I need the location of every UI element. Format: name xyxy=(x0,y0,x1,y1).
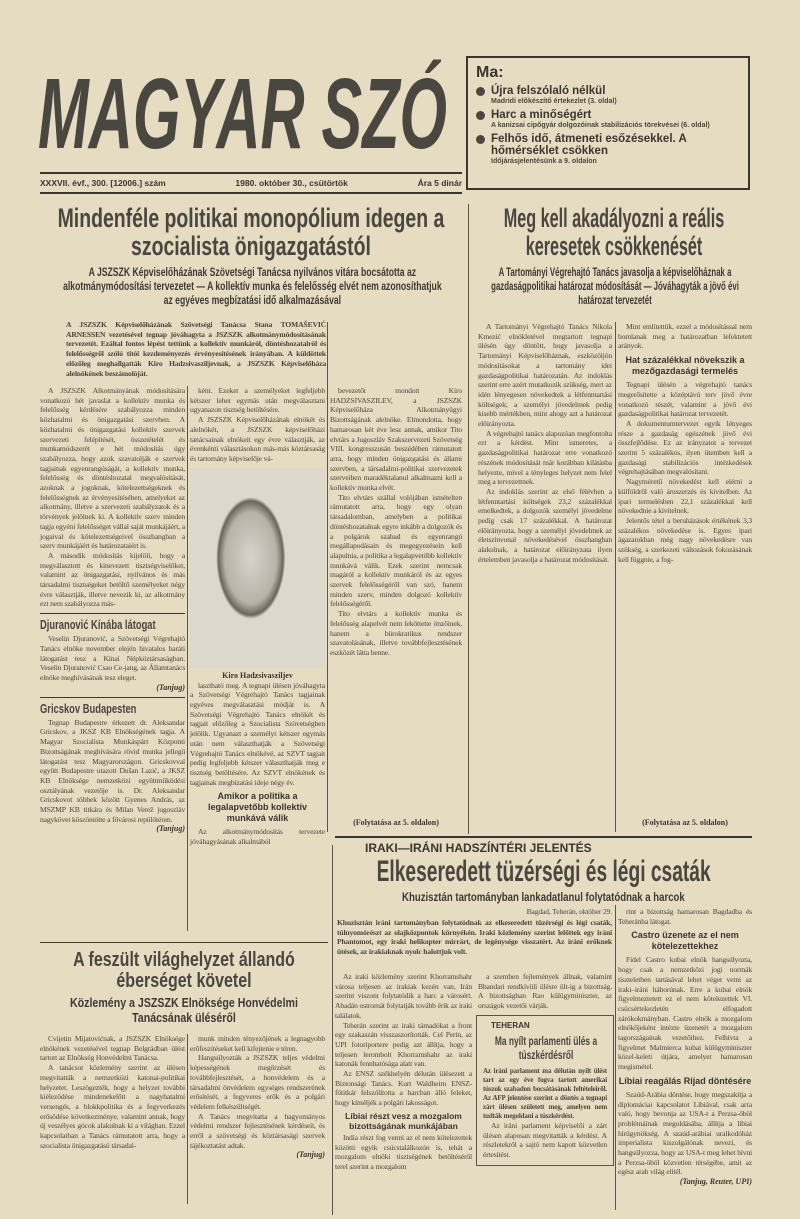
today-item xyxy=(476,109,740,130)
lead-column-1 xyxy=(40,386,185,834)
hat-title: Hat százalékkal növekszik a mezőgazdasági termelés xyxy=(625,355,745,377)
paragraph: A dokumentumtervezet egyik lényeges része a gazdaság egészének jövő évi összfejlődése. Ez az irányzatot a tervezet szerint 5 százalékos, ilyen ütemben kell a gazdasági stabilizációs intézkedések végrehajtásában megvalósítani. xyxy=(618,418,752,477)
paragraph: a szemben fejlemények állnak, valamint Bhandari rendkívüli ülésre ült-ig a bizottság. A bizottságban Rao külügyminiszter, az országok vezetői várják. xyxy=(478,972,612,1011)
column-rule xyxy=(187,386,188,931)
paragraph: Fidel Castro kubai elnök hangsúlyozta, hogy csak a nemzetközi jogi normák tiszteletben tartásával lehet véget vetni az iraki–iráni háborúnak. Erre a kubai elnök figyelmeztetett ez el nem kötelezettek VI. csúcsértekezletén elfogadott zárókokmányban. Castro elnök a mozgalom elnökőjeként intézte üzenetét a mozgalom tagországainak vezetőihez. Felhívta a figyelmet Malmierca kubai külügyminiszter közel-keleti útjára, amelyet hamarosan megismétel. xyxy=(618,955,752,1072)
issue-number: XXXVII. évf., 300. [12006.] szám xyxy=(40,178,166,188)
paragraph: rint a bizottság hamarosan Bagdadba és Teheránba látogat. xyxy=(618,907,752,926)
iraq-column-1b xyxy=(335,1133,472,1172)
divider xyxy=(40,942,328,943)
paragraph: Jelentős tétel a beruházások értékének 3,3 százalékos növekedése is. Egyes ipari ágazatokban még nagy növekedésre van szükség, a szerkezeti változások fokozásának kell függnie, a fog- xyxy=(618,515,752,564)
paragraph: Az indoklás szerint az első félévben a létfenntartási költségek 23,2 százalékkal emelkedtek, a dolgozók személyi jövedelme pedig csak 17 százalékkal. A határozat előirányozta, hogy a személyi jövedelmek az életszínvonal növekedésével összhangban alakulnak, a határozat előirányzata ilyen értelemben javasolja a határozat módosítását. xyxy=(478,486,612,564)
lead-headline: Mindenféle politikai monopólium idegen a szocialista önigazgatástól xyxy=(57,203,445,261)
paragraph: A végrehajtó tanács alapozóan megfontolta ezt a kérdést. Mint ismeretes, a gazdaságpolitikai határozat erre vonatkozó részének módosítását már korábban kilátásba helyezte, mivel a tényleges helyzet nem felel meg a tervezettnek. xyxy=(478,428,612,487)
bullet-icon xyxy=(476,111,485,120)
gricskov-text xyxy=(40,718,185,825)
lead-column-3 xyxy=(330,386,462,658)
paragraph: Veselin Djuranović, a Szövetségi Végrehajtó Tanács elnöke november elején hivatalos baráti látogatást tesz a Kínai Népköztársaságban. Veselin Djuranović Csao Ce-jang, az Államtanács elnöke meghívásának tesz eleget. xyxy=(40,634,185,682)
lead-column-2-text xyxy=(190,386,325,464)
paragraph: Cvijetin Mijatovićnak, a JSZSZK Elnöksége elnökének vezetésével tegnap Belgrádban ülést tartott az Elnökség Honvédelmi Tanácsa. xyxy=(40,1034,185,1063)
today-item-sub: Időjárásjelentésünk a 9. oldalon xyxy=(491,158,597,165)
divider xyxy=(40,192,462,194)
paragraph: Mint említettük, ezzel a módosítással nem bomlanak meg a határozatban lefektetett arányok. xyxy=(618,322,752,351)
column-rule xyxy=(327,322,328,832)
today-title: Ma: xyxy=(476,64,504,81)
iraq-column-3 xyxy=(618,907,752,1187)
paragraph: A Tanács megvitatta a hagyományos védelmi rendszer fejlesztésének kérdéseit, és erről a szövetségi és köztársasági szervek tájékoztatást adtak. xyxy=(190,1111,325,1150)
column-rule xyxy=(615,322,616,832)
defense-column-2 xyxy=(190,1034,325,1160)
issue-line xyxy=(40,178,462,188)
teheran-text xyxy=(483,1121,607,1160)
paragraph: Az iráni parlament képviselői a zárt ülésen alaposan megvitatták a kérdést. A részletekről a sajtó nem kapott közvetlen értesítést. xyxy=(483,1120,607,1159)
paragraph: Tegnapi ülésén a végrehajtó tanács megerősítette a középtávú terv jövő évre vonatkozó részét, valamint a jövő évi gazdaságpolitikai határozat tervezetét. xyxy=(618,380,752,419)
source: (Tanjug) xyxy=(156,682,185,692)
today-item-title: Felhős idő, átmeneti esőzésekkel. A hőmérséklet csökken xyxy=(491,133,687,157)
lead-column-2 xyxy=(190,386,325,847)
paragraph: Az alkotmánymódosítás tervezete jóváhagyásának alkalmából xyxy=(190,827,325,847)
paragraph: Teherán szerint az iraki támadókat a front egy szakaszán visszaszorították. Cel Perin, az UPI fotoriportere pedig azt állítja, hogy a teljesen lerombolt Khorramshahr az iraki katonák fennhatósága alatt van. xyxy=(335,1020,472,1069)
iraq-kicker: IRAKI—IRÁNI HADSZÍNTÉRI JELENTÉS xyxy=(365,841,592,855)
today-item xyxy=(476,85,740,106)
paragraph: A JSZSZK Alkotmányának módosítására vonatkozó hét javaslat a kollektív munka és felelősség kérdésére szabályozza minden közhatalmi és önigazgatási szervben. A közhatalmi és önigazgatási kollektív szervek szervezeti felépítését, összetételét és munkamódszerét e hét módosítás úgy szabályozza, hogy azok szavatolják e szervek tagjainak egyenrangúságát, a kollektív munka, felelősség és döntéshozatal megvalósítását, azoknak a jogoknak, kötelezettségeknek és felelősségnek az érvényesítésében, amelyeket az alkotmány, illetve a szervezeti szabályzatok és a törvények jelölnek ki. A kollektív szerv minden tagja egyéni felelősséget vállal saját munkájáért, a jogaival és kötelezettségeivel összhangban a szerv munkájáért és határozataiért is. xyxy=(40,386,185,551)
source: (Tanjug, Reuter, UPI) xyxy=(679,1177,752,1187)
djuranovic-text xyxy=(40,634,185,683)
iraq-column-3c xyxy=(618,1090,752,1177)
paragraph: Szaúd-Arábia döntése, hogy megszakítja a diplomáciai kapcsolatot Líbiával, csak arra való, hogy bevonja az USA-t a Perzsa-öböl problémáinak megoldásába, állítja a líbiai hírügynökség. A szaúd-arábiai uralkodóház imperialista kiszolgálónak nevezi, és hangsúlyozza, hogy az USA-t meg lehet hívni a Perzsa-öböl közvetlen térségébe, amit az egész arab világ elítél. xyxy=(618,1089,752,1177)
right-headline: Meg kell akadályozni a reális keresetek csökkenését xyxy=(503,203,725,261)
today-item xyxy=(476,133,740,166)
issue-price: Ára 5 dinár xyxy=(417,178,462,188)
iraq-dateline: Bagdad, Teherán, október 29. xyxy=(526,907,612,916)
teheran-headline: Ma nyílt parlamenti ülés a túszkérdésről xyxy=(494,1033,598,1062)
lead-subhead: A JSZSZK Képviselőházának Szövetségi Tanácsa nyilvános vitára bocsátotta az alkotmánymódosítási tervezetet — A kollektív munka és felelősség elvét nem azonosíthatjuk az egyéves megbízatási idő alkalmazásával xyxy=(63,267,442,307)
source: (Tanjug) xyxy=(296,1150,325,1160)
paragraph: A Tartományi Végrehajtó Tanács Nikola Kmezić elnökletével megtartott tegnapi ülésén úgy döntött, hogy javasolja a Tartományi Képviselőháznak, eszközöljön módosításokat a tartomány idei gazdaságpolitikai határozatán. Az indoklás szerint erre azért mutatkozik szükség, mert az idén lényegesen növekedtek a létfenntartási költségek; a személyi jövedelmek pedig kisebb mértékben, mint ahogy azt a határozat előirányozta. xyxy=(478,322,612,429)
iraq-column-3-text xyxy=(618,907,752,926)
continued-note[interactable]: (Folytatása az 5. oldalon) xyxy=(353,818,439,827)
right-column-2-intro xyxy=(618,322,752,351)
bullet-icon xyxy=(476,135,485,144)
right-column-2b xyxy=(618,380,752,564)
iraq-headline: Elkeseredett tüzérségi és légi csaták xyxy=(376,855,711,888)
column-rule xyxy=(187,1034,188,1204)
source: (Tanjug) xyxy=(156,824,185,834)
paragraph: Az iraki közlemény szerint Khorramshahr városa teljesen az irakiak kezén van, Irán szerint viszont folytatódik a harc a városért. Abadán ostromát folytatják tovább érik az iraki találatok. xyxy=(335,972,472,1020)
paragraph: munk minden tényezőjének a legnagyobb erőfeszítéseket kell kifejtenie e téren. xyxy=(190,1034,325,1053)
gricskov-title: Gricskov Budapesten xyxy=(40,701,137,716)
djuranovic-title: Djuranović Kínába látogat xyxy=(40,618,156,633)
castro-title: Castro üzenete az el nem kötelezettekhez xyxy=(631,930,739,952)
paragraph: bevezetőt mondott Kiro HADZSIVASZILEV, a JSZSZK Képviselőháza Alkotmányügyi Bizottságának alelnöke. Elmondotta, hogy hamarosan két éve lesz annak, amikor Tito elvtárs a Jugoszláv Szakszervezeti Szövetség VIII. kongresszusán beszédében rámutatott arra, hogy minden önigazgatási és állami szervben, a társadalmi-politikai szervezetek szerveiben maradéktalanul alkalmazni kell a kollektív munka elvét. xyxy=(330,386,462,493)
paragraph: Tito elvtárs szállal volójában ismételten rámutatott arra, hogy egy olyan társadalomban, amelyben a politikai döntéshozatalnak egyre inkább a dolgozók és a polgárok szabad és egyenrangú megállapodásain és megegyezésein kell alapulnia, a politika a legalapvetőbb kollektív munkává válik. Ezek szerint nemcsak magáról a kollektív munkáról és az egyes szervek felelősségéről van szó, hanem minden szerv, minden dolgozó kollektív felelősségéről. xyxy=(330,492,462,609)
paragraph: A tanácsot közlemény szerint az ülésen megvitatták a nemzetközi katonai-politikai helyzetet. Leszögezték, hogy a helyzet további kiéleződése mindenekelőtt a nagyhatalmi versengés, a blokkpolitika és a fegyverkezés erősödése következménye, valamint annak, hogy új veszélyes gócok alakulnak ki a világban. Ezzel kapcsolatban a Tanács rámutatott arra, hogy a szocialista önigazgatású társadal- xyxy=(40,1063,185,1150)
teheran-lead: Az iráni parlament ma délután nyílt ülést tart az egy éve fogva tartott amerikai túszok szabadon bocsátásának feltételeiről. Az AFP jelentése szerint a döntés a tegnapi zárt ülésen született meg, amelyen nem tudták megoldani a túszkérdést. xyxy=(483,1066,607,1120)
paragraph: Tegnap Budapestre érkezett dr. Aleksandar Gricskov, a JKSZ KB Elnökségének tagja. A Magyar Szocialista Munkáspárt Központi Bizottságának meghívására rövid munka jellegű látogatást tesz Magyarországon. Gricskovval együtt Budapestre utazott Dušan Lazić, a JKSZ KB Elnöksége nemzetközi együttműködési osztályának vezetője is. Dr. Aleksandar Gricskovot többek között Gyenes András, az MSZMP KB titkára és Milan Verež jugoszláv nagykövet köszöntötte a fővárosi repülőtéren. xyxy=(40,717,185,824)
paragraph: Az ENSZ székhelyén délután ülésezett a Biztonsági Tanács. Kurt Waldheim ENSZ-főtitkár felszólította a harcban álló feleket, hogy kíméljék a polgári lakosságot. xyxy=(335,1069,472,1108)
right-column-1 xyxy=(478,322,612,565)
paragraph: Tito elvtárs a kollektív munka és felelősség alapelvét nem leköttette önzőinek, hanem a bürokratikus rendszer szavatolásának, illetve továbbfejlesztésének eszközét látta benne. xyxy=(330,609,462,657)
defense-subhead: Közlemény a JSZSZK Elnöksége Honvédelmi Tanácsának üléséről xyxy=(70,996,298,1025)
iraq-column-1-text xyxy=(335,972,472,1108)
today-item-sub: Madridi előkészítő értekezlet (3. oldal) xyxy=(491,98,617,105)
masthead-logo: MAGYAR SZÓ xyxy=(38,58,447,170)
lead-intro: A JSZSZK Képviselőházának Szövetségi Tanácsa Stana TOMAŠEVIĆ ARNESSEN vezetésével tegnap jóváhagyta a JSZSZK alkotmánymódosításának tervezetét. Ezáltal fontos lépést tettünk a kollektív munkáról, döntéshozatalról és felelősségről szóló titói kezdeményezés érvényesítésének irányában. A küldöttek előzőleg meghallgatták Kiro Hadzsivasziljevnak, a JSZSZK Képviselőháza alelnökének beszámolóját. xyxy=(66,320,326,378)
teheran-box xyxy=(476,1015,614,1166)
defense-headline: A feszült világhelyzet állandó éberséget követel xyxy=(73,949,295,992)
iraq-subhead: Khuzisztán tartományban lankadatlanul folytatódnak a harcok xyxy=(402,890,685,904)
paragraph: Hangsúlyozták a JSZSZK teljes védelmi képességének megőrzését és továbbfejlesztését, a honvédelem és a társadalmi önvédelem egységes rendszerének erősítését, a fegyveres erők és a polgári védelem felkészültségét. xyxy=(190,1053,325,1111)
divider xyxy=(40,697,185,698)
libya-title: Líbiai reagálás Rijad döntésére xyxy=(618,1075,752,1086)
iraq-column-1 xyxy=(335,972,472,1172)
column-rule xyxy=(615,905,616,1210)
continued-note[interactable]: (Folytatása az 5. oldalon) xyxy=(642,818,728,827)
paragraph: A második módosítás kijelöli, hogy a megválasztott és kinevezett tisztségviselőket, valamint az önigazgatási, nyilvános és más társadalmi tisztségeket betöltő személyeket négy évre választják, illetve nevezik ki, az alkotmány ezt nem szabályozza más- xyxy=(40,550,185,609)
divider xyxy=(40,613,185,614)
bullet-icon xyxy=(476,87,485,96)
defense-column-1 xyxy=(40,1034,185,1150)
paragraph: A JSZSZK Képviselőházának elnökét és alelnökét, a JSZSZK képviselőházi tanácsainak elnökeit egy évre választják, az évenkénti választásokon más-más köztársaság és tartomány képviselője vá- xyxy=(190,415,325,463)
right-subhead: A Tartományi Végrehajtó Tanács javasolja a képviselőháznak a gazdaságpolitikai határozat módosítását — Jóváhagyták a jövő évi határozat tervezetét xyxy=(491,267,739,307)
today-item-sub: A kanizsai cipőgyár dolgozóinak stabilizációs törekvései (6. oldal) xyxy=(491,122,710,129)
defense-column-2-text xyxy=(190,1034,325,1150)
iraq-column-3b xyxy=(618,955,752,1071)
portrait-photo xyxy=(190,468,325,668)
iraq-lead: Khuzisztán iráni tartományban folytatódnak az elkeseredett tüzérségi és légi csaták, túlnyomórészt az olajközpontok környékén. Iraki közlemény szerint lelőttek egy iráni Phantomot, egy iraki helikopter mirrárt, de legénysége visszatért. Az iráni erőknek ütések, az irakiaknak nyolc halottjuk volt. xyxy=(337,918,612,957)
right-column-2 xyxy=(618,322,752,564)
iraq-column-2-text xyxy=(478,972,612,1011)
column-rule xyxy=(332,845,333,1215)
column-rule xyxy=(468,204,469,834)
divider xyxy=(40,172,462,174)
paragraph: ként. Ezeket a személyeket legfeljebb kétszer lehet egymás után megválasztani ugyanazon tisztség betöltésére. xyxy=(190,386,325,415)
iraq-column-2 xyxy=(478,972,612,1166)
iraq-col1-subtitle: Líbiai részt vesz a mozgalom bizottságának munkájában xyxy=(345,1110,462,1131)
lead-column-2b xyxy=(190,681,325,788)
today-item-title: Újra felszólaló nélkül xyxy=(491,85,606,97)
paragraph: Nagyméretű növekedést kell elérni a külföldről való áruszerzés és kivitelben. Az ipari termelésben 22,1 százalékkal kell növekednie a kivitelnek. xyxy=(618,477,752,516)
divider xyxy=(335,836,752,838)
photo-caption: Kiro Hadzsivasziljev xyxy=(222,670,293,680)
box-title: Amikor a politika a legalapvetőbb kollektív munkává válik xyxy=(207,791,308,824)
today-box xyxy=(466,56,750,190)
teheran-kicker: TEHERAN xyxy=(491,1020,530,1030)
paragraph: lasztható meg. A tegnapi ülésen jóváhagyta a Szövetségi Végrehajtó Tanács tagjainak egyéves megválasztási módját is. A Szövetségi Végrehajtó Tanács elnökét és tagjait előzőleg a Szocialista Szövetségben jelölik. Ugyanazt a személyt kétszer egymás után nem választhatják a Szövetségi Végrehajtó Tanács elnökévé, az SZVT tagjait pedig legfeljebb kétszer választhatják meg e tisztség betöltésére. Az SZVT elnökének és tagjainak megbízatási ideje négy év. xyxy=(190,680,325,787)
paragraph: India részt fog venni az el nem kötelezettek közötti egyik csúcstalálkozón is, tehát a mozgalom elnöki tisztségének betöltéséről terel szerint a mozgalom xyxy=(335,1132,472,1171)
lead-column-1-text xyxy=(40,386,185,609)
box-text xyxy=(190,827,325,846)
issue-date: 1980. október 30., csütörtök xyxy=(235,178,348,188)
today-item-title: Harc a minőségért xyxy=(491,109,592,121)
